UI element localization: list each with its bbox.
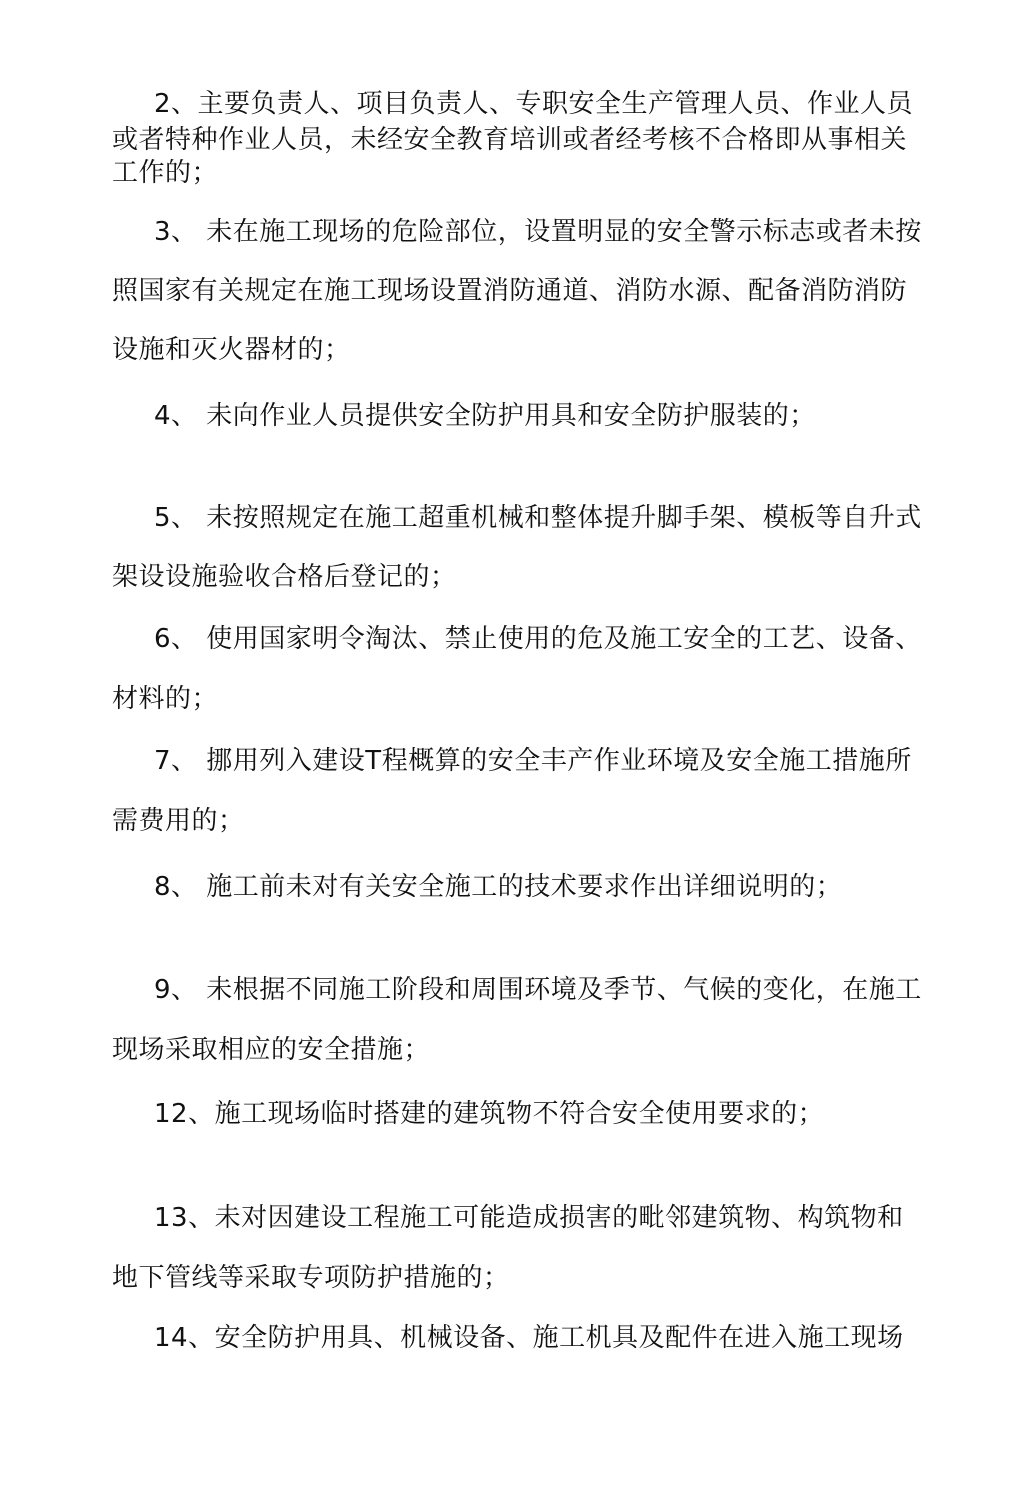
item-7-line-2: 需费用的； xyxy=(112,806,245,836)
item-2-line-3: 工作的； xyxy=(112,158,219,188)
item-3-line-3: 设施和灭火器材的； xyxy=(112,335,351,365)
item-9-line-1: 9、 未根据不同施工阶段和周围环境及季节、气候的变化，在施工 xyxy=(154,975,922,1005)
item-6-line-1: 6、 使用国家明令淘汰、禁止使用的危及施工安全的工艺、设备、 xyxy=(154,624,922,654)
item-2-line-2: 或者特种作业人员，未经安全教育培训或者经考核不合格即从事相关 xyxy=(112,125,908,155)
item-13-line-1: 13、未对因建设工程施工可能造成损害的毗邻建筑物、构筑物和 xyxy=(154,1203,904,1233)
item-6-line-2: 材料的； xyxy=(112,684,219,714)
item-3-line-1: 3、 未在施工现场的危险部位，设置明显的安全警示标志或者未按 xyxy=(154,217,922,247)
item-8-line-1: 8、 施工前未对有关安全施工的技术要求作出详细说明的； xyxy=(154,872,843,902)
item-3-line-2: 照国家有关规定在施工现场设置消防通道、消防水源、配备消防消防 xyxy=(112,276,908,306)
item-12-line-1: 12、施工现场临时搭建的建筑物不符合安全使用要求的； xyxy=(154,1099,825,1129)
item-5-line-1: 5、 未按照规定在施工超重机械和整体提升脚手架、模板等自升式 xyxy=(154,503,922,533)
item-13-line-2: 地下管线等采取专项防护措施的； xyxy=(112,1263,510,1293)
item-5-line-2: 架设设施验收合格后登记的； xyxy=(112,562,457,592)
item-14-line-1: 14、安全防护用具、机械设备、施工机具及配件在进入施工现场 xyxy=(154,1323,904,1353)
item-9-line-2: 现场采取相应的安全措施； xyxy=(112,1035,431,1065)
item-7-line-1: 7、 挪用列入建设T程概算的安全丰产作业环境及安全施工措施所 xyxy=(154,746,912,776)
item-4-line-1: 4、 未向作业人员提供安全防护用具和安全防护服装的； xyxy=(154,401,816,431)
item-2-line-1: 2、主要负责人、项目负责人、专职安全生产管理人员、作业人员 xyxy=(154,89,914,119)
